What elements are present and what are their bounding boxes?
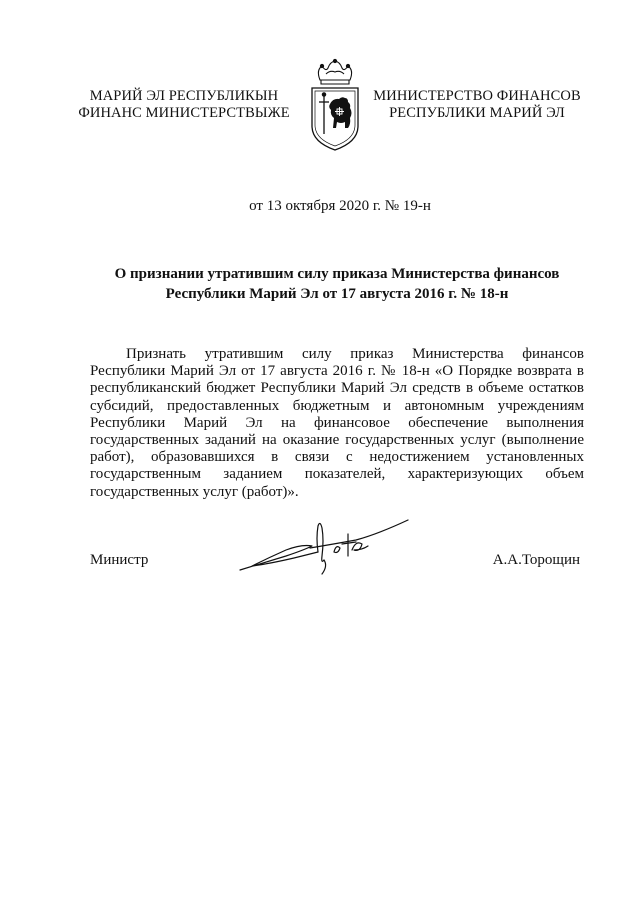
- header-left-line-2: ФИНАНС МИНИСТЕРСТВЫЖЕ: [78, 105, 290, 121]
- header-left-block: [60, 88, 308, 122]
- document-body: Признать утратившим силу приказ Министерства финансов Республики Марий Эл от 17 августа 2016 г. № 18-н «О Порядке возврата в республиканский бюджет Республики Марий Эл средств в объеме остатков субсидий, предоставленных бюджетным и автономным учреждениям Республики Марий Эл на финансовое обеспечение выполнения государственных заданий на оказание государственных услуг (выполнение работ), образовавшихся в связи с недостижением установленных государственным заданием показателей, характеризующих объем государственных услуг (работ)».: [90, 346, 584, 500]
- header-left-line-1: МАРИЙ ЭЛ РЕСПУБЛИКЫН: [89, 88, 279, 104]
- header-right-block: [364, 88, 590, 122]
- coat-of-arms-icon: [306, 58, 364, 154]
- signatory-name: А.А.Торощин: [492, 552, 580, 568]
- header-right-line-2: РЕСПУБЛИКИ МАРИЙ ЭЛ: [389, 105, 565, 121]
- document-title-line-1: О признании утратившим силу приказа Министерства финансов: [114, 266, 560, 282]
- document-title-line-2: Республики Марий Эл от 17 августа 2016 г. № 18-н: [165, 286, 509, 302]
- signatory-role: Министр: [90, 552, 149, 568]
- document-title: [90, 264, 584, 304]
- document-date-number: от 13 октября 2020 г. № 19-н: [249, 198, 431, 214]
- header-right-line-1: МИНИСТЕРСТВО ФИНАНСОВ: [373, 88, 581, 104]
- handwritten-signature-icon: [238, 516, 414, 578]
